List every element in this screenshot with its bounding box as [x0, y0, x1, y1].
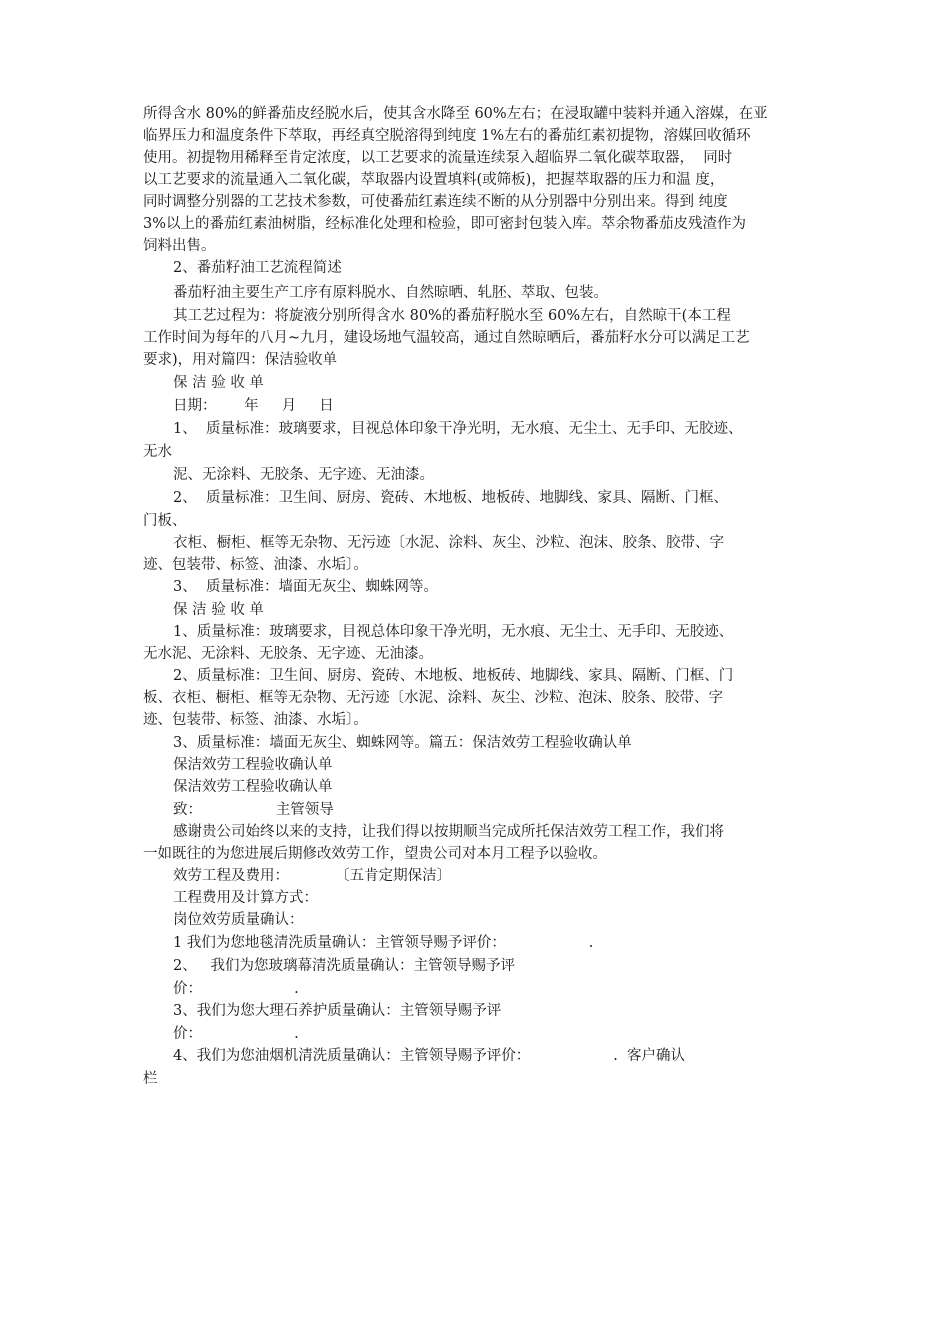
- text-line: 3、我们为您大理石养护质量确认：主管领导赐予评: [173, 1003, 502, 1019]
- text-line: 同时调整分别器的工艺技术参数，可使番茄红素连续不断的从分别器中分别出来。得到 纯度: [143, 194, 728, 210]
- text-line: 迹、包装带、标签、油漆、水垢〕。: [143, 557, 368, 573]
- text-line: 要求)，用对篇四：保洁验收单: [143, 352, 338, 368]
- text-line: 1 我们为您地毯清洗质量确认：主管领导赐予评价： .: [173, 935, 594, 951]
- section-heading: 保 洁 验 收 单: [173, 602, 264, 618]
- text-line: 使用。初提物用稀释至肯定浓度，以工艺要求的流量连续泵入超临界二氧化碳萃取器， 同时: [143, 150, 733, 166]
- text-line: 衣柜、橱柜、框等无杂物、无污迹〔水泥、涂料、灰尘、沙粒、泡沫、胶条、胶带、字: [173, 535, 724, 551]
- text-line: 门板、: [143, 513, 187, 529]
- text-line: 所得含水 80%的鲜番茄皮经脱水后，使其含水降至 60%左右；在浸取罐中装料并通入溶媒，在亚: [143, 106, 768, 122]
- text-line: 3%以上的番茄红素油树脂，经标准化处理和检验，即可密封包装入库。萃余物番茄皮残渣作为: [143, 216, 746, 232]
- text-line: 1、质量标准：玻璃要求，目视总体印象干净光明，无水痕、无尘土、无手印、无胶迹、: [173, 624, 734, 640]
- section-heading: 保洁效劳工程验收确认单: [173, 779, 333, 795]
- text-line: 其工艺过程为：将旋液分别所得含水 80%的番茄籽脱水至 60%左右，自然晾干(本工程: [173, 308, 731, 324]
- text-line: 一如既往的为您进展后期修改效劳工作，望贵公司对本月工程予以验收。: [143, 846, 607, 862]
- section-heading: 2、番茄籽油工艺流程简述: [173, 260, 342, 276]
- text-line: 致： 主管领导: [173, 802, 334, 818]
- text-line: 2、 我们为您玻璃幕清洗质量确认：主管领导赐予评: [173, 958, 516, 974]
- section-heading: 保洁效劳工程验收确认单: [173, 757, 333, 773]
- date-line: 日期： 年 月 日: [173, 398, 334, 414]
- text-line: 以工艺要求的流量通入二氧化碳，萃取器内设置填料(或筛板)，把握萃取器的压力和温 度，: [143, 172, 725, 188]
- text-line: 4、我们为您油烟机清洗质量确认：主管领导赐予评价： . 客户确认: [173, 1048, 686, 1064]
- text-line: 2、 质量标准：卫生间、厨房、瓷砖、木地板、地板砖、地脚线、家具、隔断、门框、: [173, 490, 728, 506]
- text-line: 工作时间为每年的八月~九月，建设场地气温较高，通过自然晾晒后，番茄籽水分可以满足工艺: [143, 330, 750, 346]
- text-line: 泥、无涂料、无胶条、无字迹、无油漆。: [173, 467, 434, 483]
- text-line: 工程费用及计算方式：: [173, 890, 318, 906]
- text-line: 2、质量标准：卫生间、厨房、瓷砖、木地板、地板砖、地脚线、家具、隔断、门框、门: [173, 668, 734, 684]
- text-line: 感谢贵公司始终以来的支持，让我们得以按期顺当完成所托保洁效劳工程工作，我们将: [173, 824, 724, 840]
- text-line: 无水: [143, 444, 172, 460]
- text-line: 无水泥、无涂料、无胶条、无字迹、无油漆。: [143, 646, 433, 662]
- text-line: 番茄籽油主要生产工序有原料脱水、自然晾晒、轧胚、萃取、包装。: [173, 285, 608, 301]
- text-line: 岗位效劳质量确认：: [173, 912, 304, 928]
- text-line: 迹、包装带、标签、油漆、水垢〕。: [143, 712, 368, 728]
- text-line: 临界压力和温度条件下萃取，再经真空脱溶得到纯度 1%左右的番茄红素初提物，溶媒回收循环: [143, 128, 751, 144]
- text-line: 3、质量标准：墙面无灰尘、蜘蛛网等。篇五：保洁效劳工程验收确认单: [173, 735, 632, 751]
- text-line: 栏: [143, 1071, 158, 1087]
- text-line: 3、 质量标准：墙面无灰尘、蜘蛛网等。: [173, 579, 438, 595]
- section-heading: 保 洁 验 收 单: [173, 375, 264, 391]
- text-line: 板、衣柜、橱柜、框等无杂物、无污迹〔水泥、涂料、灰尘、沙粒、泡沫、胶条、胶带、字: [143, 690, 723, 706]
- text-line: 饲料出售。: [143, 238, 216, 254]
- text-line: 效劳工程及费用： 〔五肯定期保洁〕: [173, 868, 452, 884]
- text-line: 价： .: [173, 981, 299, 997]
- text-line: 价： .: [173, 1026, 299, 1042]
- text-line: 1、 质量标准：玻璃要求，目视总体印象干净光明，无水痕、无尘土、无手印、无胶迹、: [173, 421, 743, 437]
